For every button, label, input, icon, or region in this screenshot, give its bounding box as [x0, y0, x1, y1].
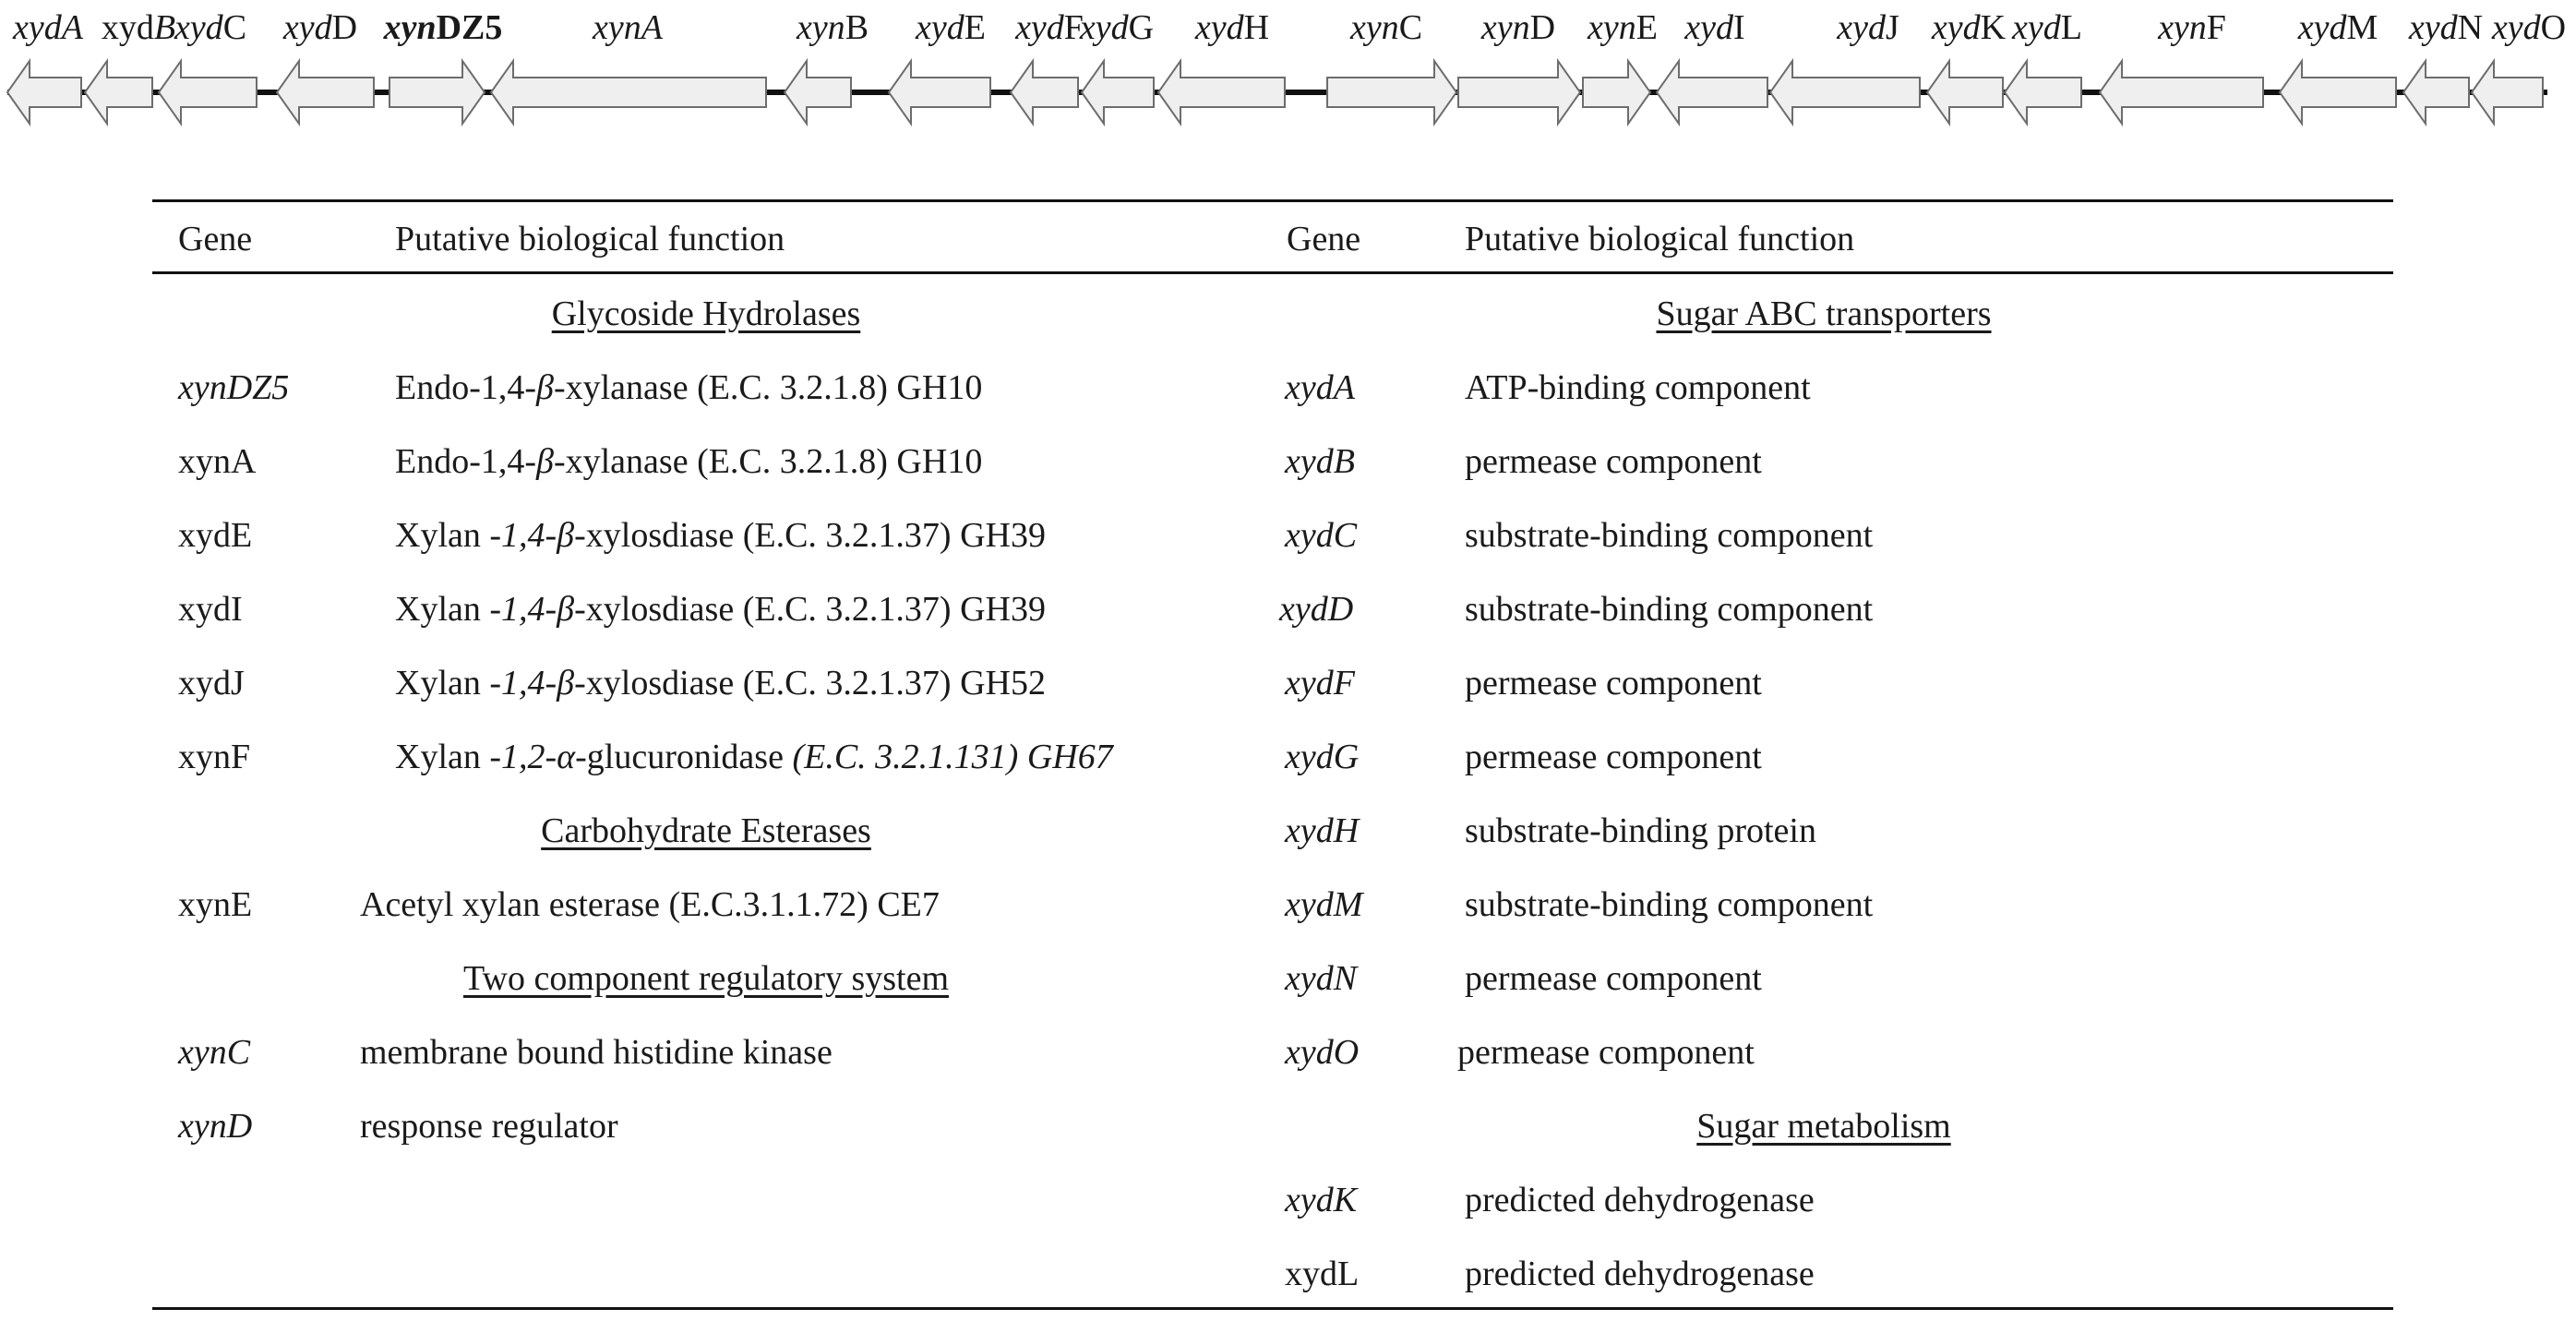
- function-cell: Xylan -1,4-β-xylosdiase (E.C. 3.2.1.37) GH39: [395, 516, 1046, 555]
- gene-cell: xynA: [178, 442, 257, 481]
- sugar-metabolism-title: Sugar metabolism: [1696, 1107, 1951, 1146]
- gene-arrow: [1458, 61, 1580, 124]
- function-cell: substrate-binding component: [1465, 516, 1874, 555]
- gene-arrow: [1583, 61, 1650, 124]
- two-component-regulatory-title: Two component regulatory system: [462, 959, 950, 998]
- gene-cell: xydD: [1279, 590, 1354, 629]
- function-cell: response regulator: [360, 1107, 618, 1146]
- gene-arrow: [2280, 61, 2396, 124]
- table-header-rule: [152, 271, 2393, 274]
- gene-cell: xynE: [178, 885, 253, 924]
- gene-arrow: [1158, 61, 1285, 124]
- gene-label: xydF: [1015, 8, 1084, 47]
- gene-cell: xydA: [1285, 368, 1355, 407]
- function-cell: permease component: [1457, 1033, 1755, 1072]
- gene-cell: xydB: [1285, 442, 1355, 481]
- gene-arrow: [1770, 61, 1920, 124]
- gene-arrow: [1927, 61, 2003, 124]
- gene-arrow: [491, 61, 766, 124]
- gene-cell: xydI: [178, 590, 243, 629]
- function-cell: permease component: [1465, 959, 1762, 998]
- function-cell: ATP-binding component: [1465, 368, 1811, 407]
- gene-cell: xynDZ5: [178, 368, 290, 407]
- gene-label: xydL: [2012, 8, 2082, 47]
- left-gene-header: Gene: [178, 220, 253, 258]
- function-cell: permease component: [1465, 664, 1762, 703]
- gene-cell: xydK: [1285, 1181, 1358, 1219]
- gene-cell: xydE: [178, 516, 253, 555]
- table-bottom-rule: [152, 1307, 2393, 1310]
- right-function-header: Putative biological function: [1465, 220, 1855, 258]
- function-cell: permease component: [1465, 442, 1762, 481]
- gene-label: xydG: [1079, 8, 1155, 47]
- function-cell: membrane bound histidine kinase: [360, 1033, 833, 1072]
- gene-label: xydI: [1684, 8, 1745, 47]
- function-cell: Endo-1,4-β-xylanase (E.C. 3.2.1.8) GH10: [395, 368, 983, 407]
- gene-arrow: [2472, 61, 2543, 124]
- gene-label: xydK: [1931, 8, 2007, 47]
- gene-arrow: [7, 61, 81, 124]
- carbohydrate-esterases-title: Carbohydrate Esterases: [541, 811, 871, 850]
- gene-cell: xydC: [1285, 516, 1358, 555]
- gene-arrow: [889, 61, 990, 124]
- gene-arrow: [85, 61, 152, 124]
- gene-label: xydO: [2491, 8, 2567, 47]
- gene-label: xydA: [13, 8, 83, 47]
- function-cell: substrate-binding protein: [1465, 811, 1816, 850]
- function-cell: Xylan -1,4-β-xylosdiase (E.C. 3.2.1.37) GH52: [395, 664, 1046, 703]
- gene-label: xynDZ5: [383, 8, 503, 47]
- gene-arrow: [1327, 61, 1456, 124]
- gene-label: xydN: [2408, 8, 2484, 47]
- gene-label: xynA: [593, 8, 663, 47]
- gene-label: xydH: [1194, 8, 1270, 47]
- sugar-abc-transporters-title: Sugar ABC transporters: [1656, 294, 1992, 333]
- gene-label: xynF: [2158, 8, 2226, 47]
- gene-cluster-map: [0, 0, 2576, 148]
- gene-label: xynB: [796, 8, 869, 47]
- gene-label: xydM: [2297, 8, 2378, 47]
- gene-cell: xydM: [1285, 885, 1363, 924]
- table-top-rule: [152, 199, 2393, 202]
- gene-arrow: [159, 61, 257, 124]
- gene-arrow: [277, 61, 374, 124]
- gene-arrow: [389, 61, 485, 124]
- function-cell: Acetyl xylan esterase (E.C.3.1.1.72) CE7: [360, 885, 940, 924]
- gene-label: xydD: [282, 8, 358, 47]
- gene-cell: xynD: [178, 1107, 253, 1146]
- gene-arrow: [1657, 61, 1767, 124]
- gene-arrow: [2100, 61, 2263, 124]
- gene-label: xydE: [916, 8, 986, 47]
- gene-label: xynD: [1480, 8, 1556, 47]
- function-cell: permease component: [1465, 738, 1762, 776]
- function-cell: predicted dehydrogenase: [1465, 1255, 1815, 1293]
- gene-arrow: [2005, 61, 2081, 124]
- function-cell: Xylan -1,2-α-glucuronidase (E.C. 3.2.1.131) GH67: [395, 738, 1113, 776]
- gene-cell: xynC: [178, 1033, 251, 1072]
- glycoside-hydrolases-title: Glycoside Hydrolases: [551, 294, 861, 333]
- function-cell: substrate-binding component: [1465, 590, 1874, 629]
- gene-cell: xydO: [1285, 1033, 1360, 1072]
- function-cell: Endo-1,4-β-xylanase (E.C. 3.2.1.8) GH10: [395, 442, 983, 481]
- function-cell: Xylan -1,4-β-xylosdiase (E.C. 3.2.1.37) GH39: [395, 590, 1046, 629]
- gene-arrow: [1082, 61, 1154, 124]
- gene-cell: xynF: [178, 738, 251, 776]
- gene-cell: xydJ: [178, 664, 245, 703]
- gene-cell: xydG: [1285, 738, 1360, 776]
- gene-label: xynE: [1588, 8, 1658, 47]
- gene-cell: xydF: [1285, 664, 1355, 703]
- gene-arrow: [2403, 61, 2469, 124]
- function-cell: predicted dehydrogenase: [1465, 1181, 1815, 1219]
- function-cell: substrate-binding component: [1465, 885, 1874, 924]
- left-function-header: Putative biological function: [395, 220, 785, 258]
- gene-label: xydC: [174, 8, 247, 47]
- gene-label: xynC: [1349, 8, 1423, 47]
- gene-cell: xydN: [1285, 959, 1358, 998]
- gene-cell: xydH: [1285, 811, 1360, 850]
- gene-arrow: [785, 61, 851, 124]
- gene-cell: xydL: [1285, 1255, 1360, 1293]
- gene-label: xydJ: [1837, 8, 1899, 47]
- gene-label: xydB: [101, 8, 176, 47]
- right-gene-header: Gene: [1287, 220, 1361, 258]
- gene-arrow: [1011, 61, 1078, 124]
